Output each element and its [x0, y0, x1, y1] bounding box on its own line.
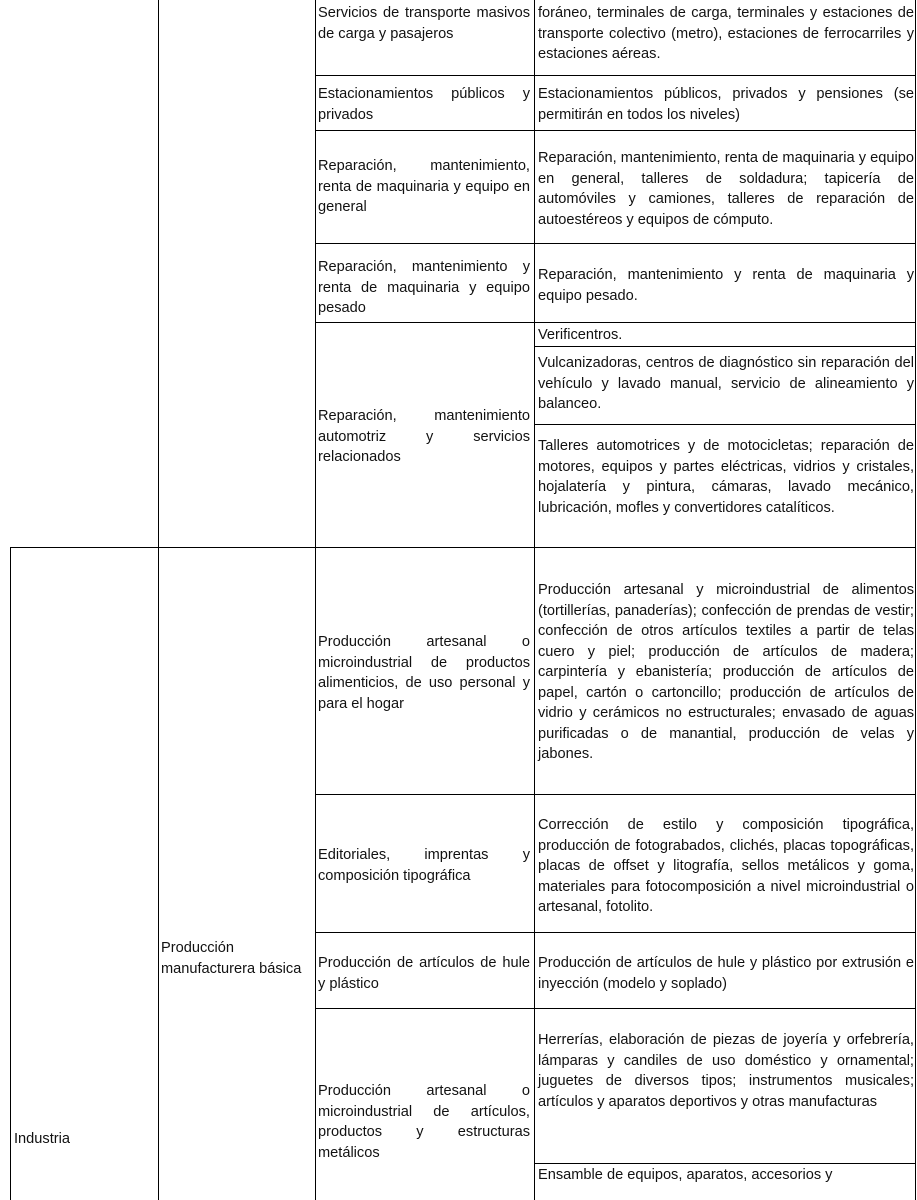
subcategory-cell: Producción manufacturera básica	[161, 940, 302, 977]
detail-cell: Producción artesanal y microindustrial de alimentos (tortillerías, panaderías); confección de prendas de vestir; confección de otros artículos textiles a partir de telas cuero y piel; producción de artículos de madera; carpintería y ebanistería; producción de artículos de papel, cartón o cartoncillo; producción de artículos de vidrio y cerámicos no estructurales; envasado de aguas purificadas o de manantial, producción de velas y jabones.	[538, 582, 914, 762]
detail-cell: Estacionamientos públicos, privados y pensiones (se permitirán en todos los niveles)	[538, 86, 914, 123]
row-border	[534, 1163, 916, 1164]
activity-cell: Producción artesanal o microindustrial de artículos, productos y estructuras metálicos	[318, 1083, 530, 1161]
detail-cell: Talleres automotrices y de motocicletas; reparación de motores, equipos y partes eléctricas, vidrios y cristales, hojalatería y pintura, cámaras, lavado mecánico, lubricación, mofles y convertidores catalíticos.	[538, 438, 914, 516]
detail-cell: Reparación, mantenimiento, renta de maquinaria y equipo en general, talleres de soldadura; tapicería de automóviles y camiones, talleres de reparación de autoestéreos y equipos de cómputo.	[538, 150, 914, 228]
column-border	[915, 0, 916, 1200]
column-border	[534, 0, 535, 1200]
activity-cell: Reparación, mantenimiento automotriz y servicios relacionados	[318, 408, 530, 465]
row-border	[315, 794, 916, 795]
row-border	[315, 243, 916, 244]
detail-cell: Verificentros.	[538, 327, 623, 343]
activity-cell: Producción artesanal o microindustrial de productos alimenticios, de uso personal y para el hogar	[318, 634, 530, 712]
column-border	[315, 0, 316, 1200]
detail-cell: Reparación, mantenimiento y renta de maquinaria y equipo pesado.	[538, 267, 914, 304]
detail-cell: Corrección de estilo y composición tipográfica, producción de fotograbados, clichés, placas topográficas, placas de offset y litografía, sellos metálicos y goma, materiales para fotocomposición a nivel microindustrial o artesanal, fotolito.	[538, 817, 914, 915]
detail-cell: Herrerías, elaboración de piezas de joyería y orfebrería, lámparas y candiles de uso doméstico y ornamental; juguetes de diversos tipos; instrumentos musicales; artículos y aparatos deportivos y otras manufacturas	[538, 1032, 914, 1110]
detail-cell: foráneo, terminales de carga, terminales y estaciones de transporte colectivo (metro), estaciones de ferrocarriles y estaciones aéreas.	[538, 5, 914, 62]
row-border	[10, 547, 916, 548]
activity-cell: Producción de artículos de hule y plástico	[318, 955, 530, 992]
row-border	[315, 75, 916, 76]
activity-cell: Reparación, mantenimiento y renta de maquinaria y equipo pesado	[318, 259, 530, 316]
activity-cell: Estacionamientos públicos y privados	[318, 86, 530, 123]
category-cell: Industria	[14, 1131, 70, 1147]
detail-cell: Vulcanizadoras, centros de diagnóstico sin reparación del vehículo y lavado manual, servicio de alineamiento y balanceo.	[538, 355, 914, 412]
column-border	[158, 0, 159, 1200]
activity-cell: Editoriales, imprentas y composición tipográfica	[318, 847, 530, 884]
row-border	[315, 322, 916, 323]
column-border	[10, 547, 11, 1200]
detail-cell: Producción de artículos de hule y plástico por extrusión e inyección (modelo y soplado)	[538, 955, 914, 992]
activity-cell: Servicios de transporte masivos de carga y pasajeros	[318, 5, 530, 42]
row-border	[534, 424, 916, 425]
row-border	[315, 130, 916, 131]
activity-cell: Reparación, mantenimiento, renta de maquinaria y equipo en general	[318, 158, 530, 215]
row-border	[315, 1008, 916, 1009]
row-border	[315, 932, 916, 933]
row-border	[534, 346, 916, 347]
detail-cell: Ensamble de equipos, aparatos, accesorios y	[538, 1167, 833, 1183]
